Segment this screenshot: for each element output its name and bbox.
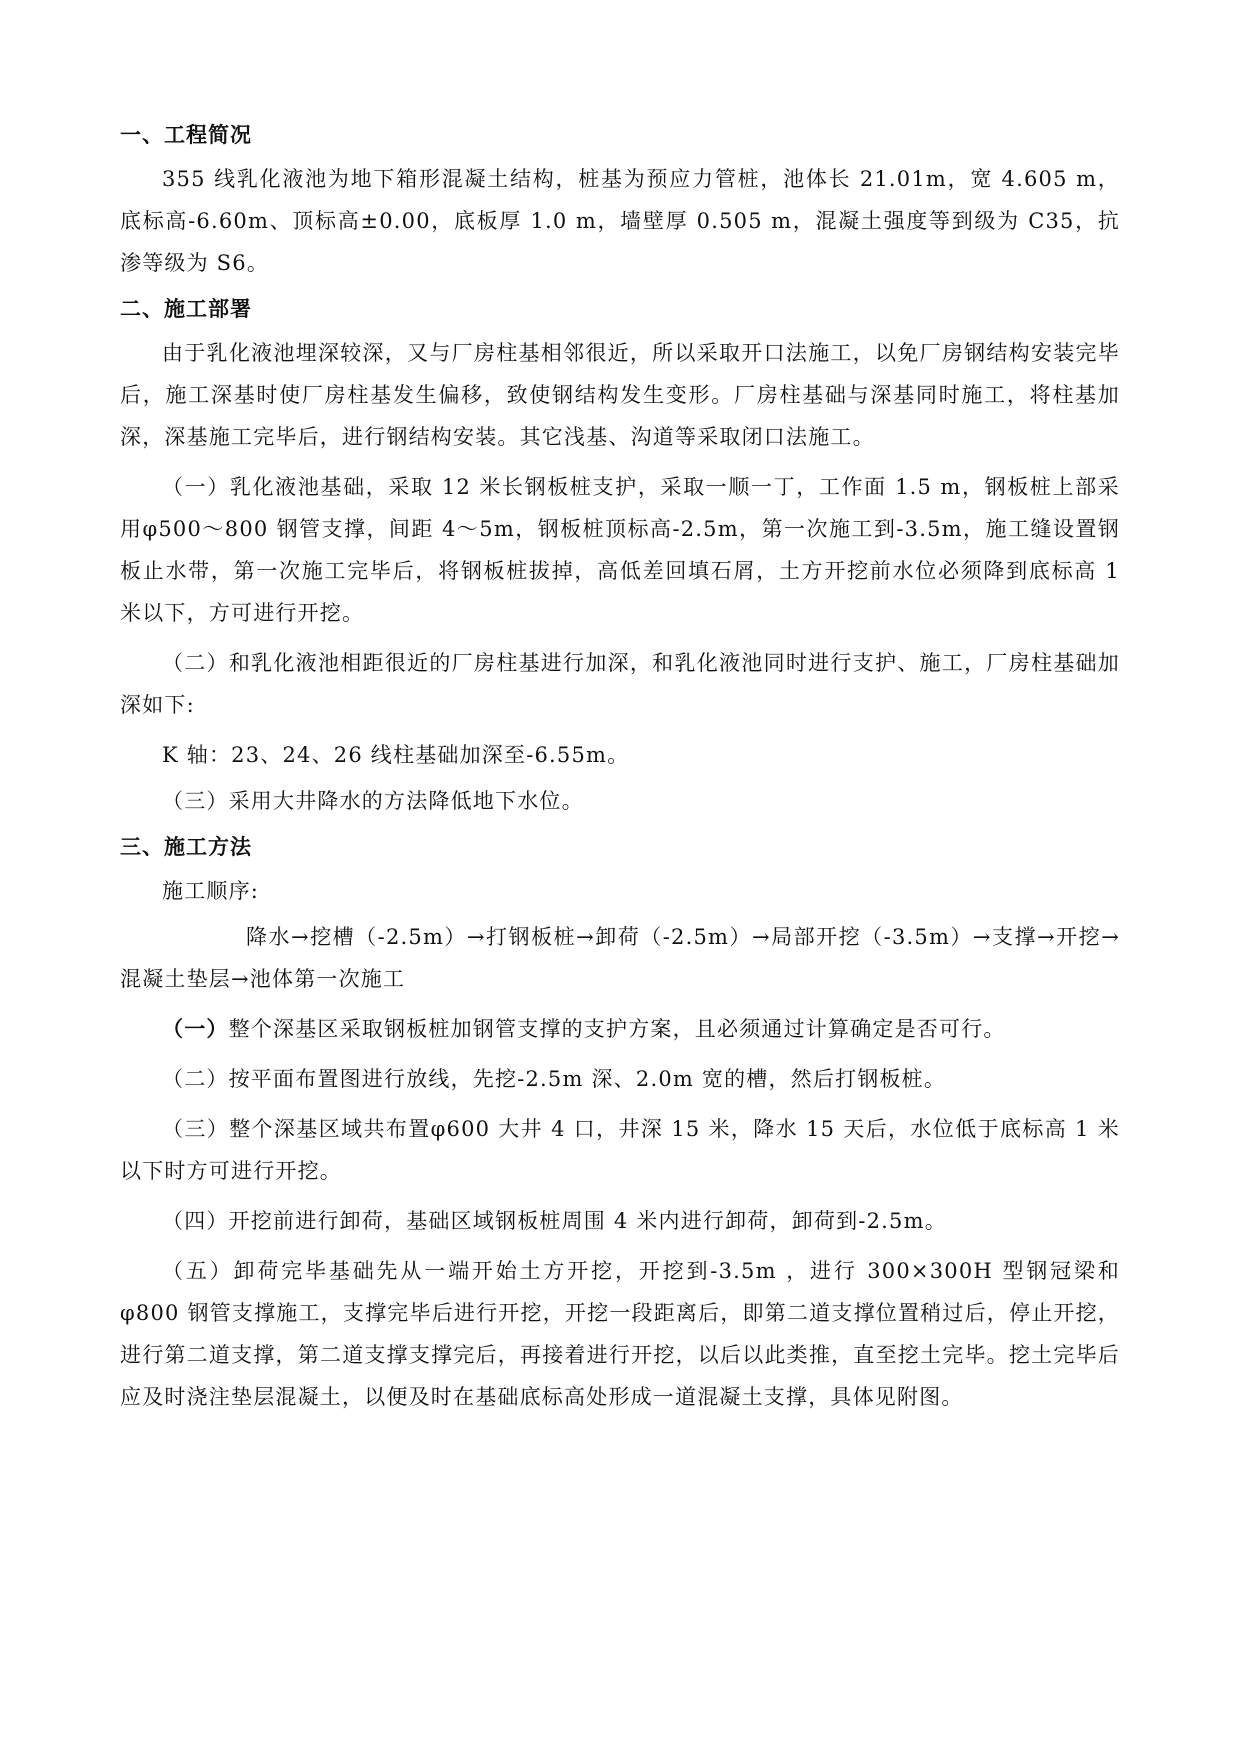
overview-paragraph: 355 线乳化液池为地下箱形混凝土结构，桩基为预应力管桩，池体长 21.01m，宽 4.605 m，底标高-6.60m、顶标高±0.00，底板厚 1.0 m，墙壁厚 0.505 m，混凝土强度等到级为 C35，抗渗等级为 S6。 [120,167,1120,275]
section-heading-overview: 一、工程简况 [120,123,252,147]
method-item-1-text: 整个深基区采取钢板桩加钢管支撑的支护方案，且必须通过计算确定是否可行。 [228,1017,1006,1041]
method-item-5: （五）卸荷完毕基础先从一端开始土方开挖，开挖到-3.5m ，进行 300×300H 型钢冠梁和φ800 钢管支撑施工，支撑完毕后进行开挖，开挖一段距离后，即第二道支撑位置稍过后，停止开挖，进行第二道支撑，第二道支撑支撑完后，再接着进行开挖，以后以此类推，直至挖土完毕。挖土完毕后应及时浇注垫层混凝土，以便及时在基础底标高处形成一道混凝土支撑，具体见附图。 [120,1259,1120,1409]
method-item-4: （四）开挖前进行卸荷，基础区域钢板桩周围 4 米内进行卸荷，卸荷到-2.5m。 [162,1209,947,1233]
construction-order-label: 施工顺序: [162,879,260,903]
method-item-1 [120,1008,1120,1050]
deployment-paragraph-4: K 轴：23、24、26 线柱基础加深至-6.55m。 [162,743,630,767]
method-item-1-number: （一） [162,1017,229,1041]
deployment-paragraph-1: 由于乳化液池埋深较深，又与厂房柱基相邻很近，所以采取开口法施工，以免厂房钢结构安装完毕后，施工深基时使厂房柱基发生偏移，致使钢结构发生变形。厂房柱基础与深基同时施工，将柱基加深，深基施工完毕后，进行钢结构安装。其它浅基、沟道等采取闭口法施工。 [120,341,1120,449]
document-body [120,118,1120,1426]
method-item-2: （二）按平面布置图进行放线，先挖-2.5m 深、2.0m 宽的槽，然后打钢板桩。 [162,1067,947,1091]
deployment-paragraph-3: （二）和乳化液池相距很近的厂房柱基进行加深，和乳化液池同时进行支护、施工，厂房柱基础加深如下: [120,651,1120,717]
section-heading-deployment: 二、施工部署 [120,297,252,321]
construction-order-sequence: 降水→挖槽（-2.5m）→打钢板桩→卸荷（-2.5m）→局部开挖（-3.5m）→支撑→开挖→混凝土垫层→池体第一次施工 [120,925,1120,991]
deployment-paragraph-5: （三）采用大井降水的方法降低地下水位。 [162,789,584,813]
section-heading-method: 三、施工方法 [120,835,252,859]
deployment-paragraph-2: （一）乳化液池基础，采取 12 米长钢板桩支护，采取一顺一丁，工作面 1.5 m，钢板桩上部采用φ500～800 钢管支撑，间距 4～5m，钢板桩顶标高-2.5m，第一次施工到-3.5m，施工缝设置钢板止水带，第一次施工完毕后，将钢板桩拔掉，高低差回填石屑，土方开挖前水位必须降到底标高 1 米以下，方可进行开挖。 [120,475,1120,625]
method-item-3: （三）整个深基区域共布置φ600 大井 4 口，井深 15 米，降水 15 天后，水位低于底标高 1 米以下时方可进行开挖。 [120,1117,1120,1183]
